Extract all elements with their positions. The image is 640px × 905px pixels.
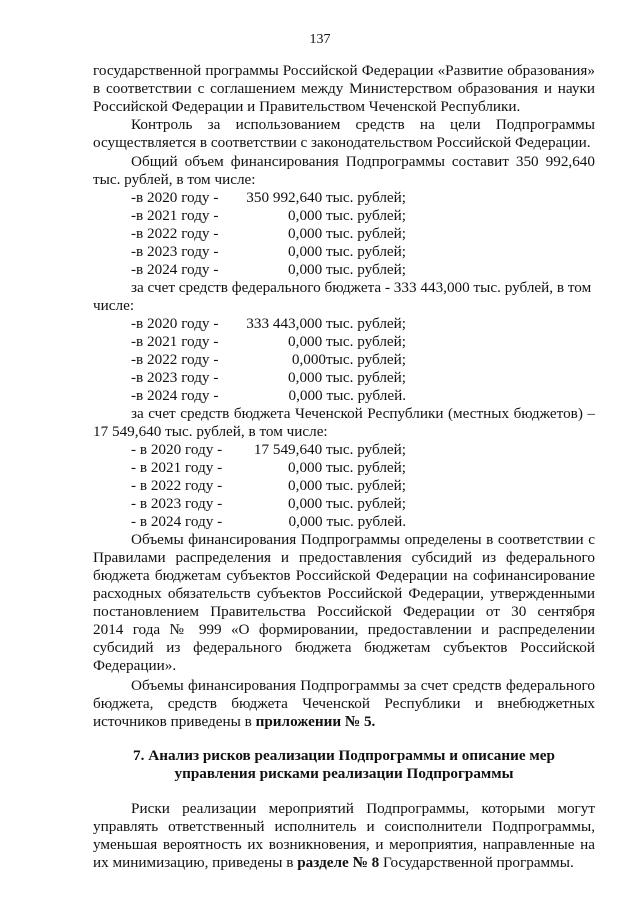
- year-label: - в 2022 году -: [131, 477, 223, 494]
- amount-value: 333 443,000 тыс. рублей;: [246, 315, 406, 332]
- year-label: -в 2020 году -: [131, 315, 219, 332]
- text-line: управлять ответственный исполнитель и соисполнители Подпрограммы,: [93, 818, 595, 835]
- text-line: тыс. рублей, в том числе:: [93, 171, 256, 188]
- amount-value: 0,000тыс. рублей;: [291, 351, 406, 368]
- page-number: 137: [309, 32, 331, 47]
- appendix-reference: приложении № 5.: [255, 713, 376, 730]
- text-line: Общий объем финансирования Подпрограммы составит 350 992,640: [131, 153, 595, 170]
- text-line: расходных обязательств субъектов Российской Федерации, утвержденными: [93, 585, 595, 602]
- text-line: [93, 854, 595, 872]
- amount-value: 350 992,640 тыс. рублей;: [246, 189, 406, 206]
- year-label: -в 2021 году -: [131, 333, 219, 350]
- text-line: Объемы финансирования Подпрограммы за счет средств федерального: [131, 677, 595, 694]
- text-line: государственной программы Российской Федерации «Развитие образования»: [93, 62, 595, 79]
- year-label: -в 2023 году -: [131, 243, 219, 260]
- text-span: Государственной программы.: [379, 854, 574, 871]
- text-line: постановлением Правительства Российской Федерации от 30 сентября: [93, 603, 595, 620]
- year-label: - в 2024 году -: [131, 513, 223, 530]
- text-line: [93, 713, 595, 731]
- amount-value: 0,000 тыс. рублей;: [288, 243, 406, 260]
- year-label: -в 2020 году -: [131, 189, 219, 206]
- year-label: -в 2022 году -: [131, 225, 219, 242]
- year-label: -в 2022 году -: [131, 351, 219, 368]
- amount-value: 17 549,640 тыс. рублей;: [253, 441, 406, 458]
- text-line: Риски реализации мероприятий Подпрограммы, которыми могут: [131, 800, 595, 817]
- year-label: -в 2021 году -: [131, 207, 219, 224]
- text-span: источников приведены в: [93, 713, 256, 730]
- text-line: Объемы финансирования Подпрограммы определены в соответствии с: [131, 531, 595, 548]
- text-line: за счет средств бюджета Чеченской Республики (местных бюджетов) –: [131, 405, 595, 422]
- section-heading-line: 7. Анализ рисков реализации Подпрограммы и описание мер: [133, 747, 555, 764]
- text-line: числе:: [93, 297, 135, 314]
- amount-value: 0,000 тыс. рублей;: [288, 261, 406, 278]
- amount-value: 0,000 тыс. рублей;: [288, 477, 406, 494]
- year-label: -в 2024 году -: [131, 387, 219, 404]
- text-line: бюджета бюджетам субъектов Российской Федерации на софинансирование: [93, 567, 595, 584]
- text-line: 2014 года № 999 «О формировании, предоставлении и распределении: [93, 621, 595, 638]
- section-heading-line: управления рисками реализации Подпрограммы: [174, 765, 514, 782]
- year-label: - в 2021 году -: [131, 459, 223, 476]
- amount-value: 0,000 тыс. рублей;: [288, 495, 406, 512]
- text-line: за счет средств федерального бюджета - 333 443,000 тыс. рублей, в том: [131, 279, 592, 296]
- amount-value: 0,000 тыс. рублей;: [288, 333, 406, 350]
- amount-value: 0,000 тыс. рублей.: [288, 387, 406, 404]
- text-line: уменьшая вероятность их возникновения, и мероприятия, направленные на: [93, 836, 595, 853]
- text-line: в соответствии с соглашением между Министерством образования и науки: [93, 80, 595, 97]
- text-line: 17 549,640 тыс. рублей, в том числе:: [93, 423, 328, 440]
- amount-value: 0,000 тыс. рублей;: [288, 225, 406, 242]
- text-line: Контроль за использованием средств на цели Подпрограммы: [131, 116, 595, 133]
- year-label: -в 2024 году -: [131, 261, 219, 278]
- amount-value: 0,000 тыс. рублей;: [288, 369, 406, 386]
- text-span: их минимизацию, приведены в: [93, 854, 298, 871]
- year-label: -в 2023 году -: [131, 369, 219, 386]
- year-label: - в 2023 году -: [131, 495, 223, 512]
- text-line: Федерации».: [93, 657, 177, 674]
- amount-value: 0,000 тыс. рублей;: [288, 207, 406, 224]
- text-line: осуществляется в соответствии с законодательством Российской Федерации.: [93, 134, 591, 151]
- section-reference: разделе № 8: [297, 854, 380, 871]
- text-line: бюджета, средств бюджета Чеченской Республики и внебюджетных: [93, 695, 595, 712]
- amount-value: 0,000 тыс. рублей;: [288, 459, 406, 476]
- amount-value: 0,000 тыс. рублей.: [288, 513, 406, 530]
- text-line: Правилами распределения и предоставления субсидий из федерального: [93, 549, 595, 566]
- year-label: - в 2020 году -: [131, 441, 223, 458]
- text-line: Российской Федерации и Правительством Чеченской Республики.: [93, 98, 521, 115]
- text-line: субсидий из федерального бюджета бюджетам субъектов Российской: [93, 639, 595, 656]
